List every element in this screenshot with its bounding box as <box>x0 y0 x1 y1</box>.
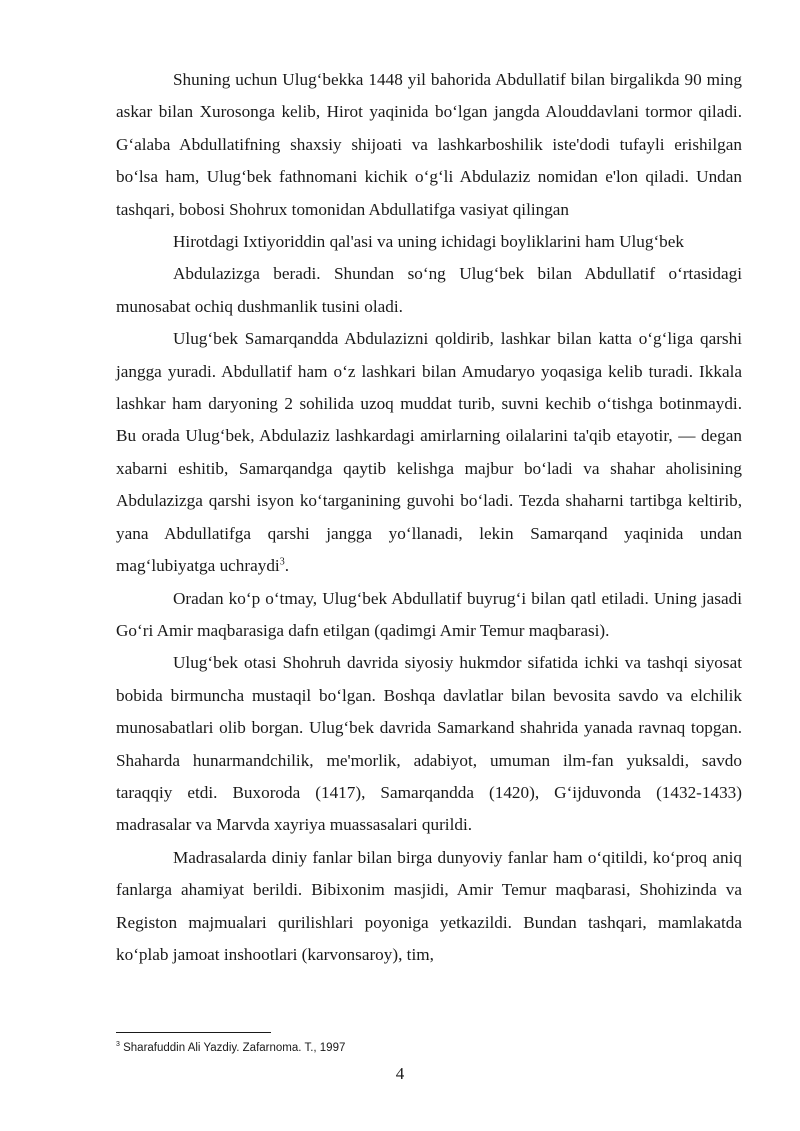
paragraph-4-end: . <box>284 556 289 576</box>
paragraph-3: Abdulazizga beradi. Shundan so‘ng Ulug‘bek bilan Abdullatif o‘rtasidagi munosabat ochiq dushmanlik tusini oladi. <box>116 264 742 316</box>
paragraph-5: Oradan ko‘p o‘tmay, Ulug‘bek Abdullatif buyrug‘i bilan qatl etiladi. Uning jasadi Go‘ri Amir maqbarasiga dafn etilgan (qadimgi Amir Temur maqbarasi). <box>116 588 742 640</box>
paragraph-1: Shuning uchun Ulug‘bekka 1448 yil bahorida Abdullatif bilan birgalikda 90 ming askar bilan Xurosonga kelib, Hirot yaqinida bo‘lgan jangda Alouddavlani tormor qiladi. G‘alaba Abdullatifning shaxsiy shijoati va lashkarboshilik iste'dodi tufayli erishilgan bo‘lsa ham, Ulug‘bek fathnomani kichik o‘g‘li Abdulaziz nomidan e'lon qiladi. Undan tashqari, bobosi Shohrux tomonidan Abdullatifga vasiyat qilingan <box>116 70 742 219</box>
footnote-divider <box>116 1032 271 1033</box>
footnote-marker: 3 <box>116 1041 120 1049</box>
paragraph-2: Hirotdagi Ixtiyoriddin qal'asi va uning ichidagi boyliklarini ham Ulug‘bek <box>173 232 684 252</box>
paragraph-4-text: Ulug‘bek Samarqandda Abdulazizni qoldirib, lashkar bilan katta o‘g‘liga qarshi jangga yuradi. Abdullatif ham o‘z lashkari bilan Amudaryo yoqasiga kelib turadi. Ikkala lashkar ham daryoning 2 sohilida uzoq muddat turib, suvni kechib o‘tishga botinmaydi. Bu orada Ulug‘bek, Abdulaziz lashkardagi amirlarning oilalarini ta'qib etayotir, — degan xabarni eshitib, Samarqandga qaytib kelishga majbur bo‘ladi va shahar aholisining Abdulazizga qarshi isyon ko‘targanining guvohi bo‘ladi. Tezda shaharni tartibga keltirib, yana Abdullatifga qarshi jangga yo‘llanadi, lekin Samarqand yaqinida undan mag‘lubiyatga uchraydi <box>116 329 742 576</box>
page-number: 4 <box>395 1064 405 1083</box>
paragraph-4 <box>116 323 742 582</box>
paragraph-6: Ulug‘bek otasi Shohruh davrida siyosiy hukmdor sifatida ichki va tashqi siyosat bobida birmuncha mustaqil bo‘lgan. Boshqa davlatlar bilan bevosita savdo va elchilik munosabatlari olib borgan. Ulug‘bek davrida Samarkand shahrida yanada ravnaq topgan. Shaharda hunarmandchilik, me'morlik, adabiyot, umuman ilm-fan yuksaldi, savdo taraqqiy etdi. Buxoroda (1417), Samarqandda (1420), G‘ijduvonda (1432-1433) madrasalar va Marvda xayriya muassasalari qurildi. <box>116 653 742 835</box>
paragraph-7: Madrasalarda diniy fanlar bilan birga dunyoviy fanlar ham o‘qitildi, ko‘proq aniq fanlarga ahamiyat berildi. Bibixonim masjidi, Amir Temur maqbarasi, Shohizinda va Registon majmualari qurilishlari poyoniga yetkazildi. Bundan tashqari, mamlakatda ko‘plab jamoat inshootlari (karvonsaroy), tim, <box>116 847 742 964</box>
footnote <box>116 1041 742 1055</box>
body-text <box>116 64 742 971</box>
footnote-text: Sharafuddin Ali Yazdiy. Zafarnoma. T., 1997 <box>123 1042 346 1054</box>
footnote-reference[interactable]: 3 <box>279 556 285 568</box>
